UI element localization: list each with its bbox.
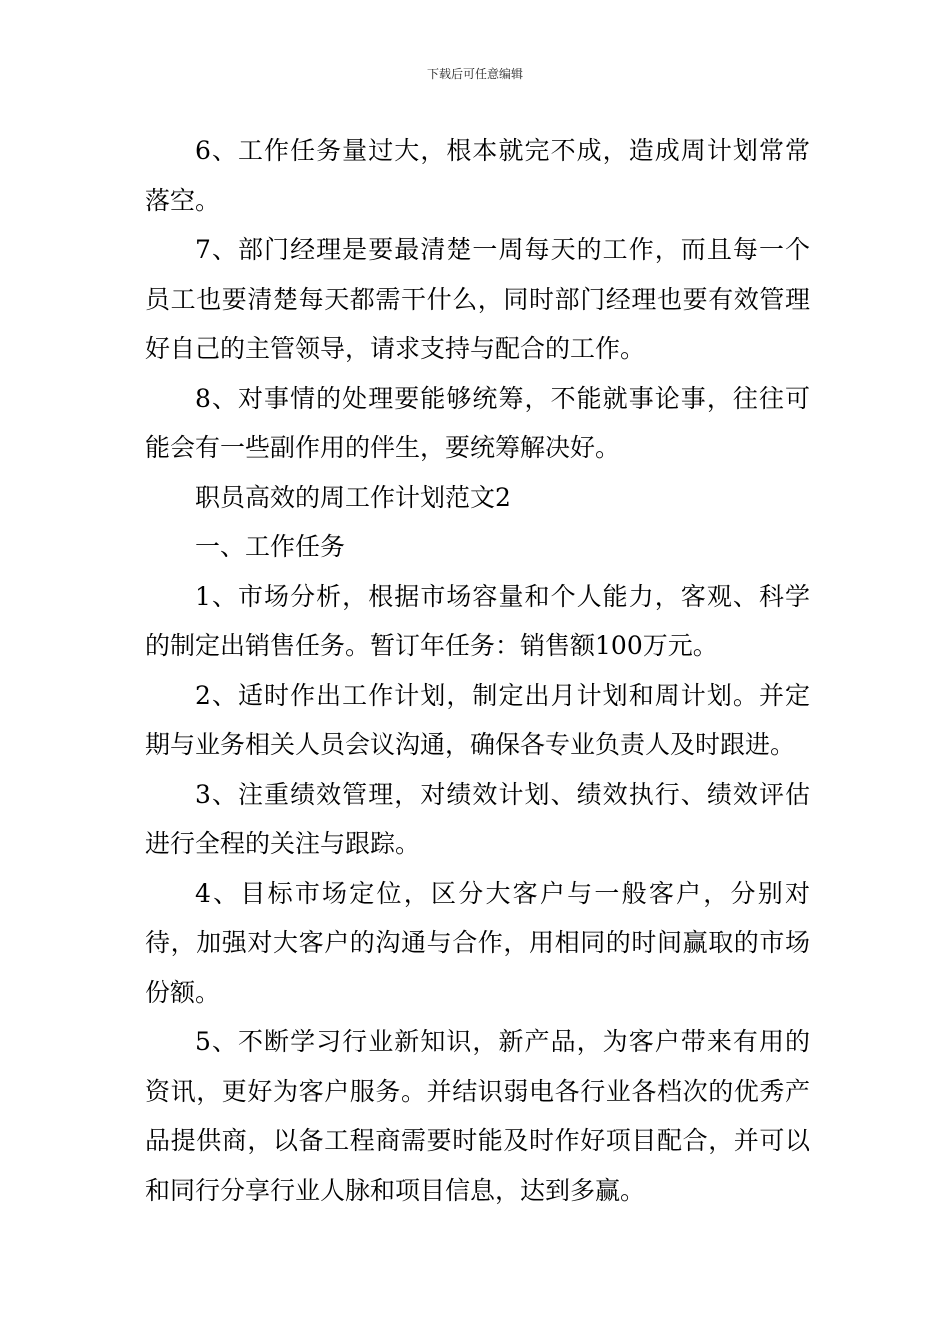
paragraph-item-8: 8、对事情的处理要能够统筹，不能就事论事，往往可能会有一些副作用的伴生，要统筹解决好。 bbox=[145, 383, 810, 462]
subsection-heading: 一、工作任务 bbox=[195, 532, 346, 561]
paragraph-item-7: 7、部门经理是要最清楚一周每天的工作，而且每一个员工也要清楚每天都需干什么，同时部门经理也要有效管理好自己的主管领导，请求支持与配合的工作。 bbox=[145, 235, 810, 363]
task-item-5: 5、不断学习行业新知识，新产品，为客户带来有用的资讯，更好为客户服务。并结识弱电各行业各档次的优秀产品提供商，以备工程商需要时能及时作好项目配合，并可以和同行分享行业人脉和项目信息，达到多赢。 bbox=[145, 1027, 810, 1205]
task-item-1: 1、市场分析，根据市场容量和个人能力，客观、科学的制定出销售任务。暂订年任务：销售额100万元。 bbox=[145, 581, 810, 660]
page-header: 下载后可任意编辑 bbox=[426, 67, 523, 81]
task-item-2: 2、适时作出工作计划，制定出月计划和周计划。并定期与业务相关人员会议沟通，确保各专业负责人及时跟进。 bbox=[145, 680, 810, 759]
paragraph-item-6: 6、工作任务量过大，根本就完不成，造成周计划常常落空。 bbox=[145, 136, 810, 215]
task-item-4: 4、目标市场定位，区分大客户与一般客户，分别对待，加强对大客户的沟通与合作，用相同的时间赢取的市场份额。 bbox=[145, 878, 810, 1007]
task-item-3: 3、注重绩效管理，对绩效计划、绩效执行、绩效评估进行全程的关注与跟踪。 bbox=[145, 779, 810, 858]
section-title: 职员高效的周工作计划范文2 bbox=[195, 482, 511, 512]
document-body bbox=[145, 126, 810, 1215]
